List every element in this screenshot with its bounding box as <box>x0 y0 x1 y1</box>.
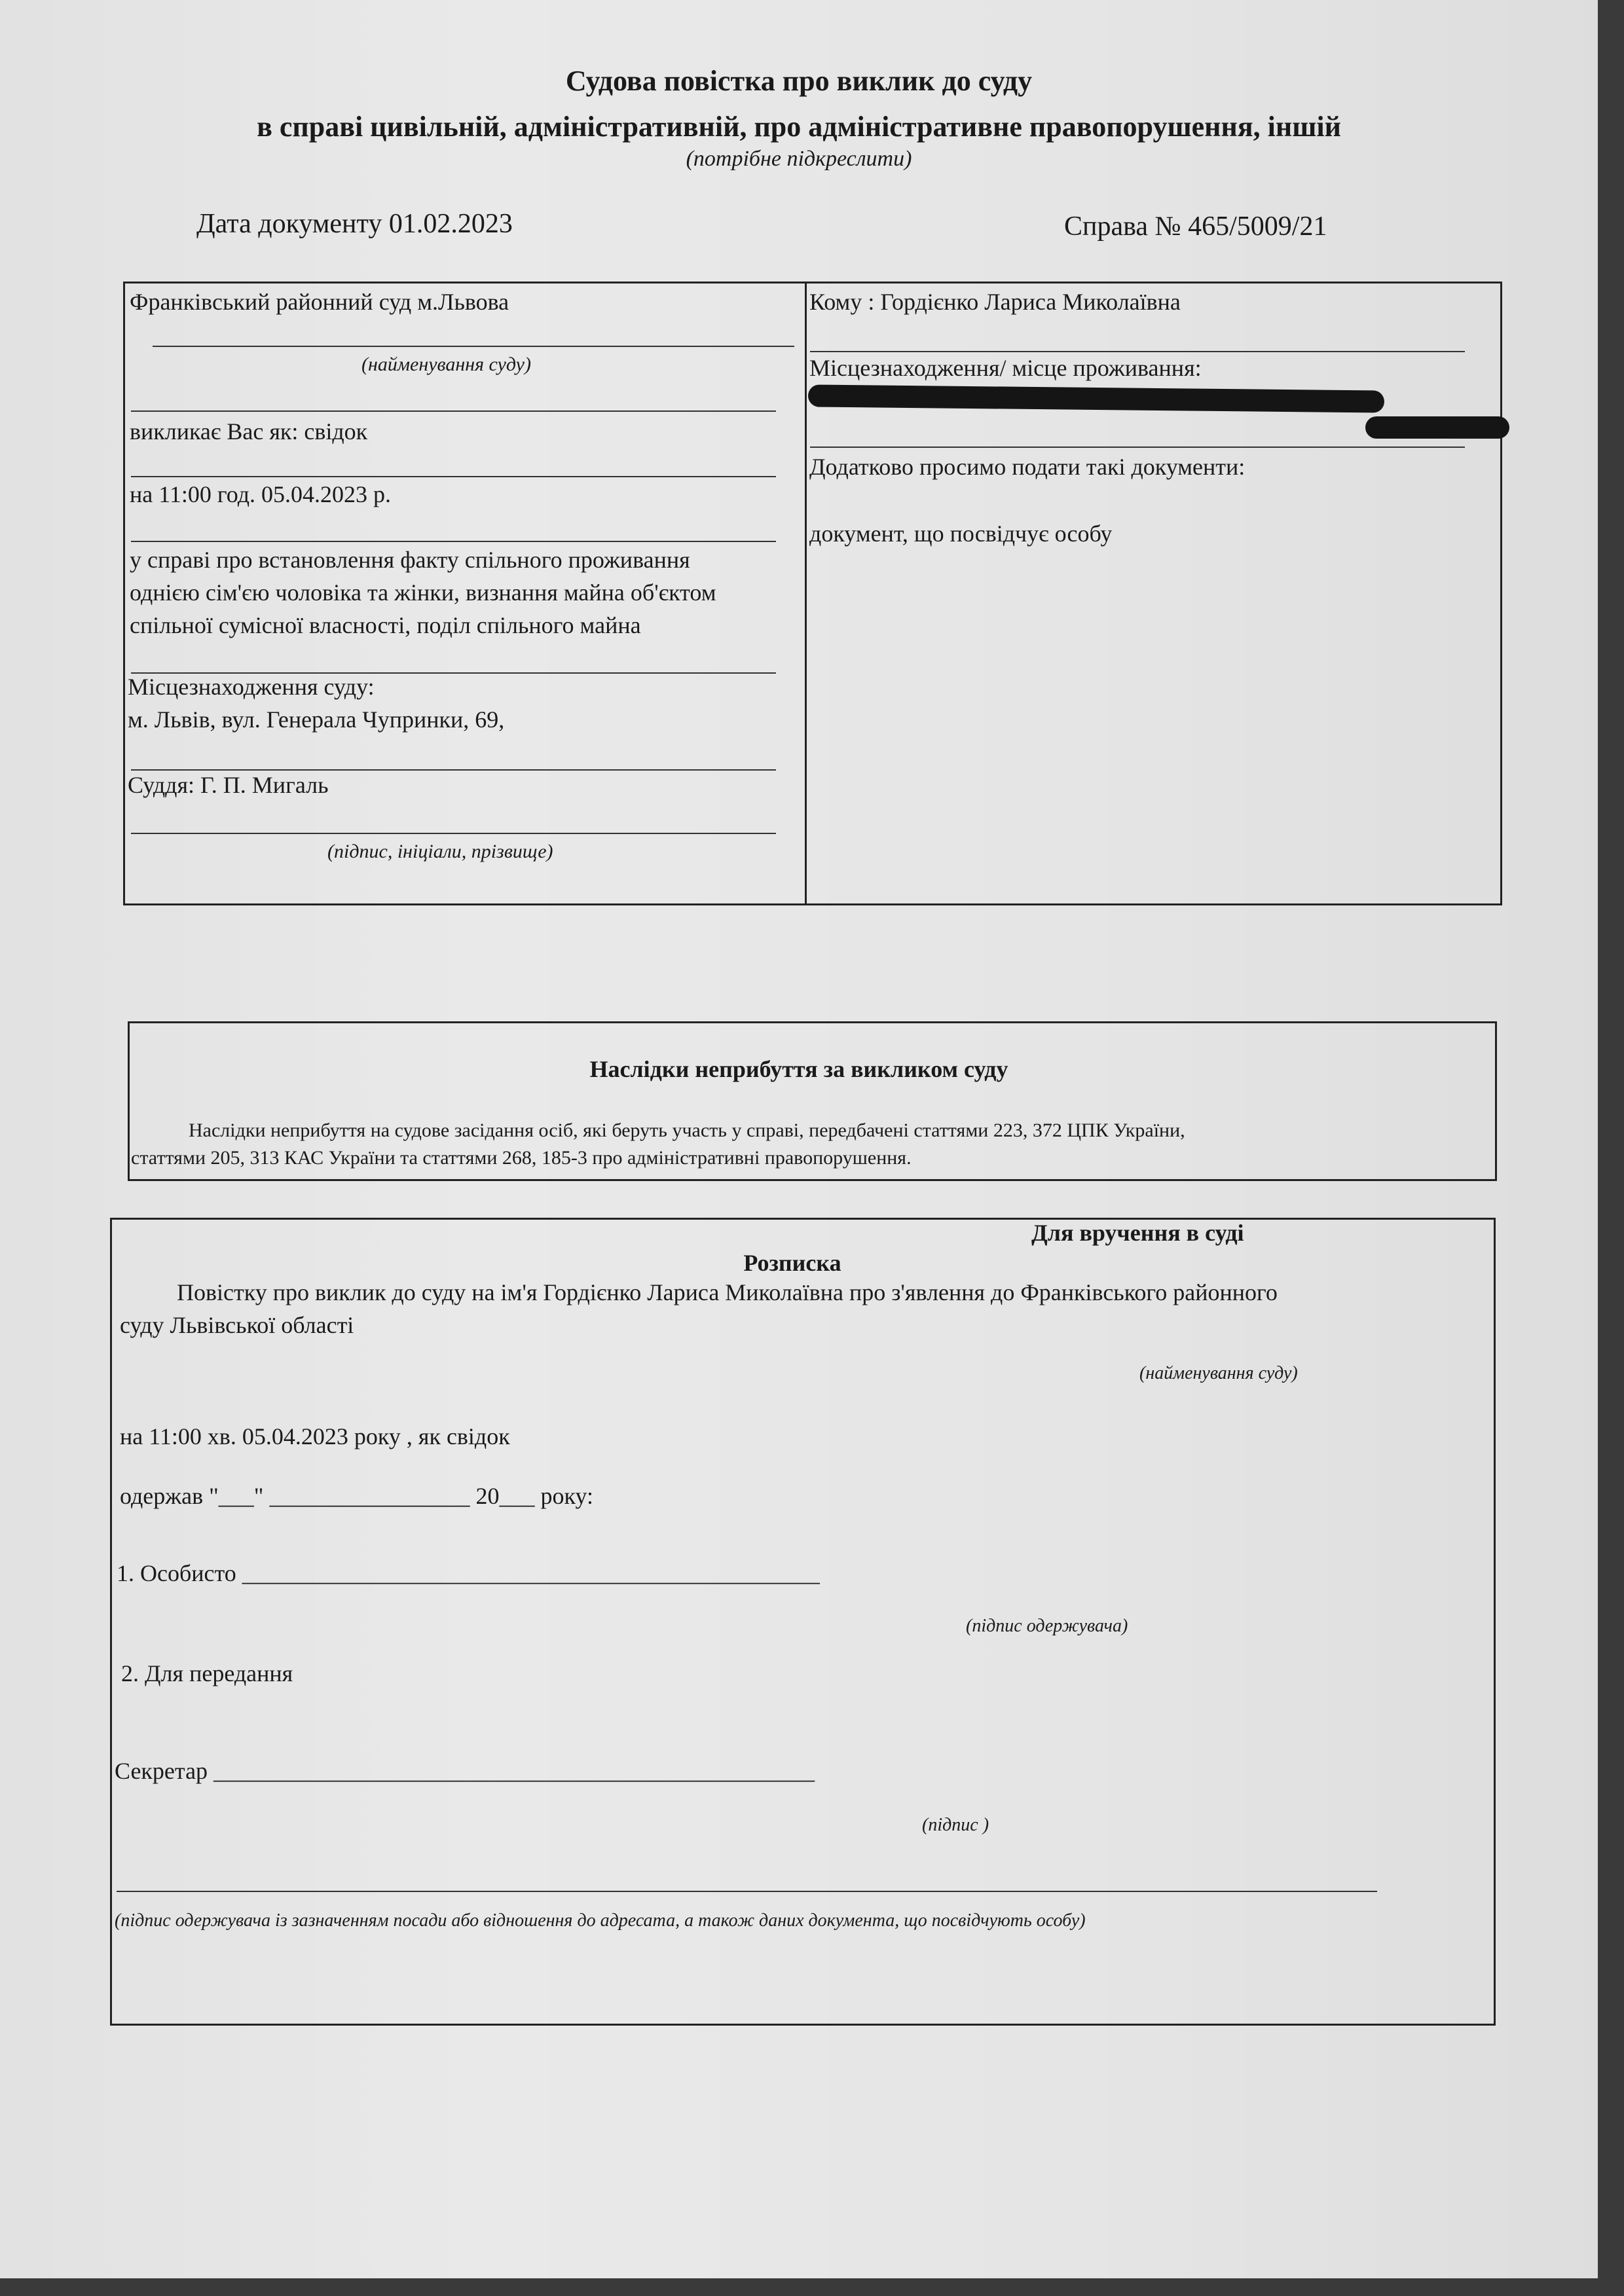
divider <box>131 541 776 542</box>
transfer-label: 2. Для передання <box>121 1660 293 1686</box>
receipt-text-2: суду Львівської області <box>120 1312 354 1338</box>
address-label: Місцезнаходження/ місце проживання: <box>809 355 1202 381</box>
case-description-3: спільної сумісної власності, поділ спільного майна <box>130 612 641 638</box>
consequences-title: Наслідки неприбуття за викликом суду <box>589 1056 1008 1082</box>
footer-caption: (підпис одержувача із зазначенням посади або відношення до адресата, а також даних документа, що посвідчують особу) <box>115 1910 1086 1931</box>
divider <box>131 833 776 834</box>
receipt-title: Розписка <box>743 1250 841 1276</box>
divider <box>131 476 776 477</box>
for-court-label: Для вручення в суді <box>1031 1220 1244 1246</box>
hearing-time: на 11:00 год. 05.04.2023 р. <box>130 481 392 507</box>
case-description-2: однією сім'єю чоловіка та жінки, визнання майна об'єктом <box>130 579 716 606</box>
title-line-1: Судова повістка про виклик до суду <box>565 65 1033 97</box>
recipient-signature-caption: (підпис одержувача) <box>966 1616 1128 1636</box>
table-divider <box>805 282 807 903</box>
secretary-signature-line: Секретар ___________________________________________________ <box>115 1758 815 1784</box>
receipt-text-1: Повістку про виклик до суду на ім'я Гордієнко Лариса Миколаївна про з'явлення до Франківського районного <box>177 1279 1278 1305</box>
receipt-box <box>110 1218 1496 2026</box>
divider <box>153 346 794 347</box>
court-location-label: Місцезнаходження суду: <box>128 674 375 700</box>
court-name: Франківський районний суд м.Львова <box>130 289 509 315</box>
receipt-court-caption: (найменування суду) <box>1139 1363 1298 1383</box>
consequences-text-1: Наслідки неприбуття на судове засідання осіб, які беруть участь у справі, передбачені статтями 223, 372 ЦПК України, <box>189 1120 1185 1141</box>
divider <box>810 446 1465 448</box>
divider <box>810 351 1465 352</box>
receipt-time-line: на 11:00 хв. 05.04.2023 року , як свідок <box>120 1423 510 1449</box>
consequences-text-2: статтями 205, 313 КАС України та статтями 268, 185-3 про адміністративні правопорушення. <box>131 1147 912 1169</box>
title-note: (потрібне підкреслити) <box>686 147 912 171</box>
divider <box>131 410 776 412</box>
summoned-as: викликає Вас як: свідок <box>130 418 368 445</box>
signature-line <box>117 1891 1377 1892</box>
signature-caption: (підпис ) <box>922 1815 989 1835</box>
redacted-address <box>1365 416 1509 439</box>
title-line-2: в справі цивільній, адміністративній, про адміністративне правопорушення, іншій <box>257 111 1341 143</box>
received-date-line: одержав "___" _________________ 20___ року: <box>120 1483 594 1509</box>
document-date: Дата документу 01.02.2023 <box>196 209 513 239</box>
divider <box>131 769 776 771</box>
extra-docs-label: Додатково просимо подати такі документи: <box>809 454 1246 480</box>
recipient: Кому : Гордієнко Лариса Миколаївна <box>809 289 1181 315</box>
personal-signature-line: 1. Особисто _________________________________________________ <box>117 1560 820 1586</box>
judge: Суддя: Г. П. Мигаль <box>128 772 329 798</box>
court-name-caption: (найменування суду) <box>361 354 531 375</box>
extra-docs-value: документ, що посвідчує особу <box>809 520 1113 547</box>
court-address: м. Львів, вул. Генерала Чупринки, 69, <box>128 706 505 733</box>
signature-caption: (підпис, ініціали, прізвище) <box>327 841 553 862</box>
case-description-1: у справі про встановлення факту спільного проживання <box>130 547 690 573</box>
case-number: Справа № 465/5009/21 <box>1064 211 1327 242</box>
